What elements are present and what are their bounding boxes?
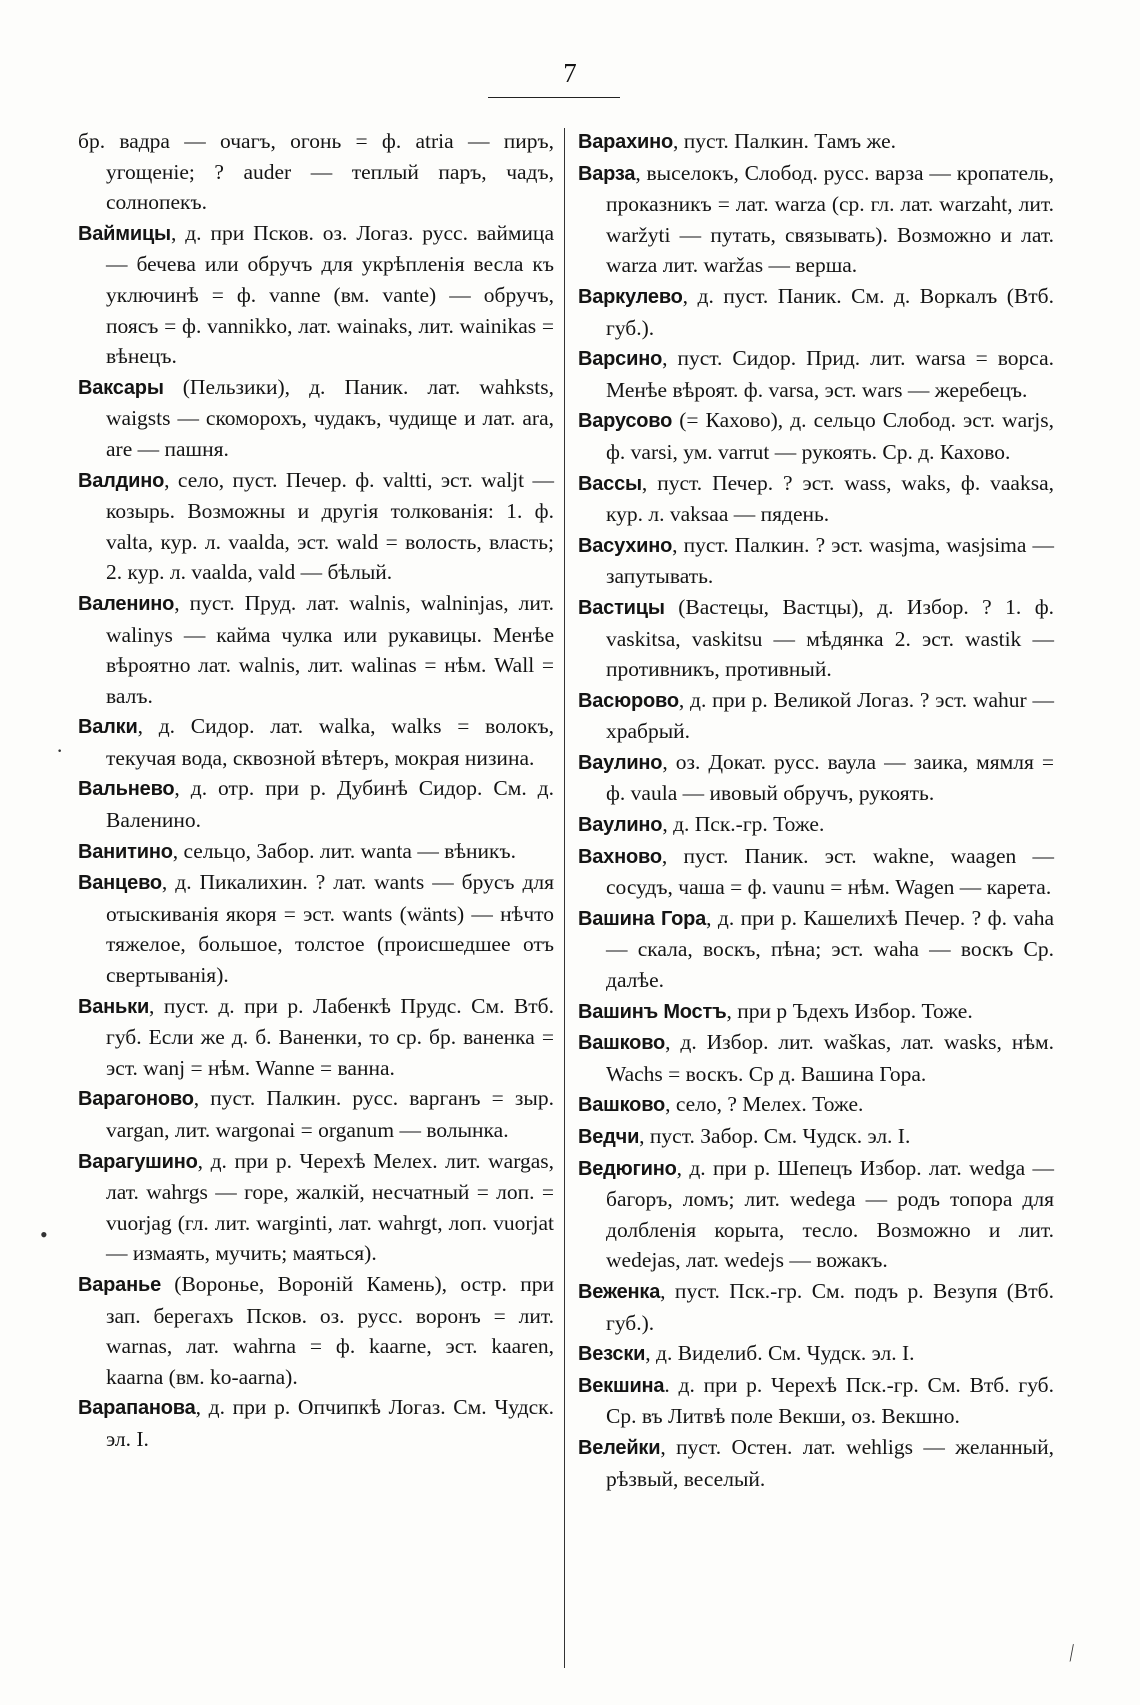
entry-text: , село, пуст. Печер. ф. valtti, эст. waljt — козырь. Возможны и другія толкованія: 1. ф. valta, кур. л. vaalda, эст. wald = волость, власть; 2. кур. л. vaalda, vald — бѣлый. bbox=[106, 467, 554, 585]
entry-headword: Вальнево bbox=[78, 778, 175, 801]
entry-text: , пуст. д. при р. Лабенкѣ Прудс. См. Втб. губ. Если же д. б. Ваненки, то ср. бр. ваненка = эст. wanj = нѣм. Wanne = ванна. bbox=[106, 993, 554, 1080]
entry-text: , д. при р. Шепецъ Избор. лат. wedga — багоръ, ломъ; лит. wedega — родъ топора для долбленія корыта, тесло. Возможно и лит. wedejas, лат. wedejs — вожакъ. bbox=[606, 1155, 1054, 1273]
entry-text: , пуст. Пск.-гр. См. подъ р. Везупя (Втб. губ.). bbox=[606, 1278, 1054, 1335]
dictionary-entry bbox=[578, 685, 1054, 747]
header-rule bbox=[488, 97, 620, 98]
dictionary-entry bbox=[78, 588, 554, 711]
entry-text: , сельцо, Забор. лит. wanta — вѣникъ. bbox=[172, 838, 516, 863]
entry-text: , пуст. Палкин. Тамъ же. bbox=[673, 129, 897, 153]
entry-headword: Ведюгино bbox=[578, 1157, 677, 1180]
dictionary-entry bbox=[78, 1392, 554, 1454]
entry-headword: Вастицы bbox=[578, 596, 665, 619]
entry-headword: Ваймицы bbox=[78, 222, 171, 245]
entry-headword: Велейки bbox=[578, 1436, 661, 1459]
margin-pencil-mark: ⁄ bbox=[1064, 1640, 1079, 1665]
dictionary-entry bbox=[578, 1089, 1054, 1121]
entry-headword: Валдино bbox=[78, 469, 165, 492]
dictionary-entry bbox=[78, 1269, 554, 1392]
right-column bbox=[578, 126, 1054, 1494]
dictionary-entry bbox=[578, 1338, 1054, 1370]
dictionary-entry bbox=[578, 343, 1054, 405]
entry-headword: Ведчи bbox=[578, 1126, 640, 1148]
entry-headword: Варапанова bbox=[78, 1397, 196, 1420]
entry-headword: Варагоново bbox=[78, 1088, 194, 1111]
entry-text: , д. пуст. Паник. См. д. Воркалъ (Втб. губ.). bbox=[606, 283, 1054, 340]
entry-headword: Валки bbox=[78, 716, 138, 739]
column-divider bbox=[564, 128, 565, 1668]
entry-text: (Воронье, Вороній Камень), остр. при зап. берегахъ Псков. оз. русс. воронъ = лит. warnas, лат. wahrna = ф. kaarne, эст. kaaren, kaarna (вм. ko-aarna). bbox=[106, 1271, 554, 1389]
dictionary-entry bbox=[78, 372, 554, 465]
entry-headword: Варза bbox=[578, 162, 636, 185]
dictionary-entry bbox=[78, 867, 554, 990]
entry-text: , пуст. Печер. ? эст. wass, waks, ф. vaaksa, кур. л. vaksaa — пядень. bbox=[606, 470, 1054, 527]
dictionary-entry bbox=[578, 530, 1054, 592]
entry-headword: Ваулино bbox=[578, 814, 663, 837]
dictionary-entry bbox=[578, 468, 1054, 530]
entry-headword: Варсино bbox=[578, 348, 663, 371]
dictionary-entry bbox=[578, 158, 1054, 281]
dictionary-entry bbox=[578, 841, 1054, 903]
entry-headword: Ваксары bbox=[78, 376, 164, 399]
entry-headword: Васухино bbox=[578, 534, 673, 557]
entry-text: , д. Пск.-гр. Тоже. bbox=[662, 812, 825, 837]
dictionary-entry bbox=[78, 126, 554, 218]
entry-text: , д. Сидор. лат. walka, walks = волокъ, текучая вода, сквозной вѣтеръ, мокрая низина. bbox=[106, 714, 554, 770]
entry-text: , пуст. Остен. лат. wehligs — желанный, рѣзвый, веселый. bbox=[606, 1434, 1054, 1491]
entry-text: (Пельзики), д. Паник. лат. wahksts, waigsts — скоморохъ, чудакъ, чудище и лат. ara, are — пашня. bbox=[106, 374, 554, 461]
entry-text: , пуст. Сидор. Прид. лит. warsa = ворса. Менѣе вѣроят. ф. varsa, эст. wars — жеребецъ. bbox=[606, 346, 1054, 402]
left-column bbox=[78, 126, 554, 1455]
entry-headword: Ваулино bbox=[578, 751, 663, 774]
dictionary-entry bbox=[78, 1146, 554, 1269]
dictionary-entry bbox=[78, 465, 554, 588]
entry-text: , д. при р. Великой Логаз. ? эст. wahur — храбрый. bbox=[606, 687, 1054, 744]
entry-headword: Варусово bbox=[578, 410, 673, 433]
dictionary-entry bbox=[578, 1370, 1054, 1432]
dictionary-entry bbox=[78, 218, 554, 372]
dictionary-entry bbox=[578, 126, 1054, 158]
dictionary-entry bbox=[578, 1027, 1054, 1089]
entry-text: (= Кахово), д. сельцо Слобод. эст. warjs, ф. varsi, ум. varrut — рукоять. Ср. д. Кахово. bbox=[606, 408, 1054, 464]
dictionary-entry bbox=[78, 773, 554, 835]
dictionary-entry bbox=[578, 1153, 1054, 1276]
entry-headword: Вашина Гора bbox=[578, 907, 707, 930]
dictionary-entry bbox=[578, 281, 1054, 343]
page-number: 7 bbox=[563, 58, 577, 88]
dictionary-entry bbox=[578, 809, 1054, 841]
entry-headword: Векшина bbox=[578, 1374, 665, 1397]
entry-headword: Ванцево bbox=[78, 872, 162, 895]
entry-headword: Варанье bbox=[78, 1273, 162, 1296]
dictionary-entry bbox=[578, 405, 1054, 467]
dictionary-entry bbox=[578, 1432, 1054, 1494]
entry-text: , село, ? Мелех. Тоже. bbox=[665, 1092, 864, 1117]
dictionary-entry bbox=[578, 1121, 1054, 1153]
entry-text: (Вастецы, Вастцы), д. Избор. ? 1. ф. vaskitsa, vaskitsu — мѣдянка 2. эст. wastik — противникъ, противный. bbox=[606, 594, 1054, 682]
entry-text: , пуст. Забор. См. Чудск. эл. I. bbox=[639, 1124, 911, 1148]
entry-headword: Ваньки bbox=[78, 995, 150, 1018]
dictionary-entry bbox=[78, 836, 554, 868]
entry-text: , пуст. Палкин. русс. варганъ = зыр. vargan, лит. wargonai = organum — волынка. bbox=[106, 1086, 554, 1142]
dictionary-entry bbox=[578, 903, 1054, 996]
entry-text: бр. вадра — очагъ, огонь = ф. atria — пиръ, угощеніе; ? auder — теплый паръ, чадъ, солнопекъ. bbox=[78, 129, 554, 215]
entry-text: , д. Виделиб. См. Чудск. эл. I. bbox=[645, 1341, 915, 1366]
entry-headword: Веженка bbox=[578, 1280, 661, 1303]
entry-headword: Вассы bbox=[578, 472, 642, 495]
entry-headword: Вашково bbox=[578, 1032, 666, 1055]
entry-text: . д. при р. Черехѣ Пск.-гр. См. Втб. губ. Ср. въ Литвѣ поле Векши, оз. Векшно. bbox=[606, 1372, 1054, 1429]
entry-headword: Варкулево bbox=[578, 285, 683, 308]
entry-text: , д. отр. при р. Дубинѣ Сидор. См. д. Валенино. bbox=[106, 776, 554, 833]
entry-text: , пуст. Пруд. лат. walnis, walninjas, лит. walinys — кайма чулка или рукавицы. Менѣе вѣроятно лат. walnis, лит. walinas = нѣм. Wall = валъ. bbox=[106, 590, 554, 708]
dictionary-entry bbox=[578, 747, 1054, 809]
dictionary-entry bbox=[578, 1276, 1054, 1338]
margin-dot: • bbox=[40, 1222, 48, 1247]
entry-headword: Варагушино bbox=[78, 1150, 198, 1173]
entry-text: , д. при р. Кашелихѣ Печер. ? ф. vaha — скала, воскъ, пѣна; эст. waha — воскъ Ср. далѣе. bbox=[606, 905, 1054, 993]
dictionary-entry bbox=[578, 996, 1054, 1028]
entry-text: , пуст. Палкин. ? эст. wasjma, wasjsima — запутывать. bbox=[606, 532, 1054, 589]
dictionary-entry bbox=[78, 711, 554, 773]
entry-headword: Варахино bbox=[578, 131, 674, 153]
entry-headword: Васюрово bbox=[578, 689, 679, 712]
entry-text: , пуст. Паник. эст. wakne, waagen — сосудъ, чаша = ф. vaunu = нѣм. Wagen — карета. bbox=[606, 843, 1054, 900]
dictionary-entry bbox=[78, 1083, 554, 1145]
entry-headword: Вашинъ Мостъ bbox=[578, 1000, 727, 1023]
entry-headword: Валенино bbox=[78, 592, 175, 615]
entry-text: , д. Избор. лит. waškas, лат. wasks, нѣм. Wachs = воскъ. Ср д. Вашина Гора. bbox=[606, 1030, 1054, 1086]
entry-headword: Ванитино bbox=[78, 840, 173, 863]
entry-text: , д. при р. Черехѣ Мелех. лит. wargas, лат. wahrgs — горе, жалкій, несчатный = лоп. = vuorjag (гл. лит. warginti, лат. wahrgt, лоп. vuorjat — измаять, мучить; маяться). bbox=[106, 1148, 554, 1266]
entry-headword: Вахново bbox=[578, 845, 662, 868]
entry-text: , д. при р. Опчипкѣ Логаз. См. Чудск. эл. I. bbox=[106, 1395, 554, 1451]
entry-text: , д. Пикалихин. ? лат. wants — брусъ для отыскиванія якоря = эст. wants (wänts) — нѣчто тяжелое, большое, толстое (происшедшее отъ свертыванія). bbox=[106, 870, 554, 988]
entry-text: , д. при Псков. оз. Логаз. русс. ваймица — бечева или обручъ для укрѣпленія весла къ уключинѣ = ф. vanne (вм. vante) — обручъ, поясъ = ф. vannikko, лат. wainaks, лит. wainikas = вѣнецъ. bbox=[106, 220, 554, 369]
entry-text: , выселокъ, Слобод. русс. варза — кропатель, проказникъ = лат. warza (ср. гл. лат. warzaht, лит. waržyti — путать, связывать). Возможно и лат. warza лит. waržas — верша. bbox=[606, 160, 1054, 278]
dictionary-entry bbox=[78, 991, 554, 1084]
dictionary-entry bbox=[578, 592, 1054, 685]
entry-headword: Вашково bbox=[578, 1094, 666, 1117]
margin-dot: · bbox=[56, 738, 64, 763]
entry-text: , при р Ъдехъ Избор. Тоже. bbox=[726, 998, 973, 1023]
entry-text: , оз. Докат. русс. ваула — заика, мямля = ф. vaula — ивовый обручъ, рукоять. bbox=[606, 749, 1054, 806]
entry-headword: Везски bbox=[578, 1343, 646, 1366]
